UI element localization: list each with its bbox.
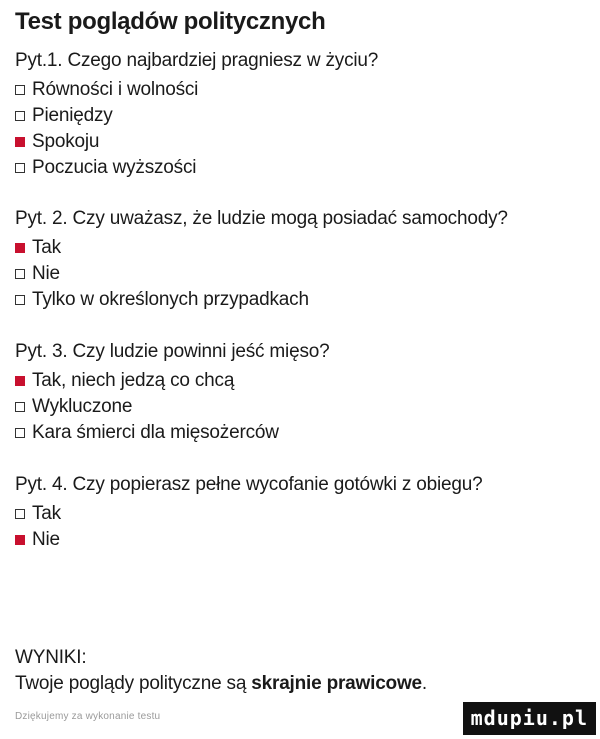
- question-1-option-2[interactable]: [15, 104, 113, 128]
- option-label: Tak: [32, 237, 61, 258]
- checkbox-icon[interactable]: [15, 243, 25, 253]
- question-1-option-3[interactable]: [15, 130, 99, 154]
- results-label: WYNIKI:: [15, 647, 87, 668]
- option-label: Równości i wolności: [32, 79, 199, 100]
- option-label: Spokoju: [32, 131, 100, 152]
- checkbox-icon[interactable]: [15, 137, 25, 147]
- checkbox-icon[interactable]: [15, 269, 25, 279]
- option-label: Kara śmierci dla mięsożerców: [32, 422, 279, 443]
- question-3-text: Pyt. 3. Czy ludzie powinni jeść mięso?: [15, 341, 330, 362]
- checkbox-icon[interactable]: [15, 509, 25, 519]
- question-3-option-3[interactable]: [15, 421, 279, 445]
- question-1-option-4[interactable]: [15, 156, 196, 180]
- question-1-option-1[interactable]: [15, 78, 198, 102]
- option-label: Wykluczone: [32, 396, 133, 417]
- question-2-option-1[interactable]: [15, 236, 61, 260]
- option-label: Pieniędzy: [32, 105, 113, 126]
- question-3-option-1[interactable]: [15, 369, 234, 393]
- footer-note: Dziękujemy za wykonanie testu: [15, 711, 161, 722]
- checkbox-icon[interactable]: [15, 402, 25, 412]
- option-label: Tak: [32, 503, 61, 524]
- question-2-option-3[interactable]: [15, 288, 309, 312]
- checkbox-icon[interactable]: [15, 428, 25, 438]
- option-label: Poczucia wyższości: [32, 157, 197, 178]
- checkbox-icon[interactable]: [15, 295, 25, 305]
- question-4-text: Pyt. 4. Czy popierasz pełne wycofanie gotówki z obiegu?: [15, 474, 483, 495]
- question-2-text: Pyt. 2. Czy uważasz, że ludzie mogą posiadać samochody?: [15, 208, 508, 229]
- option-label: Tak, niech jedzą co chcą: [32, 370, 235, 391]
- question-3-option-2[interactable]: [15, 395, 132, 419]
- page-title: Test poglądów politycznych: [15, 8, 326, 35]
- option-label: Nie: [32, 529, 60, 550]
- question-4-option-1[interactable]: [15, 502, 61, 526]
- checkbox-icon[interactable]: [15, 85, 25, 95]
- results-suffix: .: [421, 673, 428, 694]
- question-4-option-2[interactable]: [15, 528, 60, 552]
- checkbox-icon[interactable]: [15, 376, 25, 386]
- question-1-text: Pyt.1. Czego najbardziej pragniesz w życiu?: [15, 50, 379, 71]
- results-verdict: skrajnie prawicowe: [251, 673, 422, 694]
- checkbox-icon[interactable]: [15, 111, 25, 121]
- watermark-logo: mdupiu.pl: [463, 702, 596, 735]
- results-text: [15, 672, 427, 696]
- question-2-option-2[interactable]: [15, 262, 60, 286]
- checkbox-icon[interactable]: [15, 535, 25, 545]
- results-prefix: Twoje poglądy polityczne są: [15, 673, 252, 694]
- option-label: Tylko w określonych przypadkach: [32, 289, 309, 310]
- checkbox-icon[interactable]: [15, 163, 25, 173]
- option-label: Nie: [32, 263, 60, 284]
